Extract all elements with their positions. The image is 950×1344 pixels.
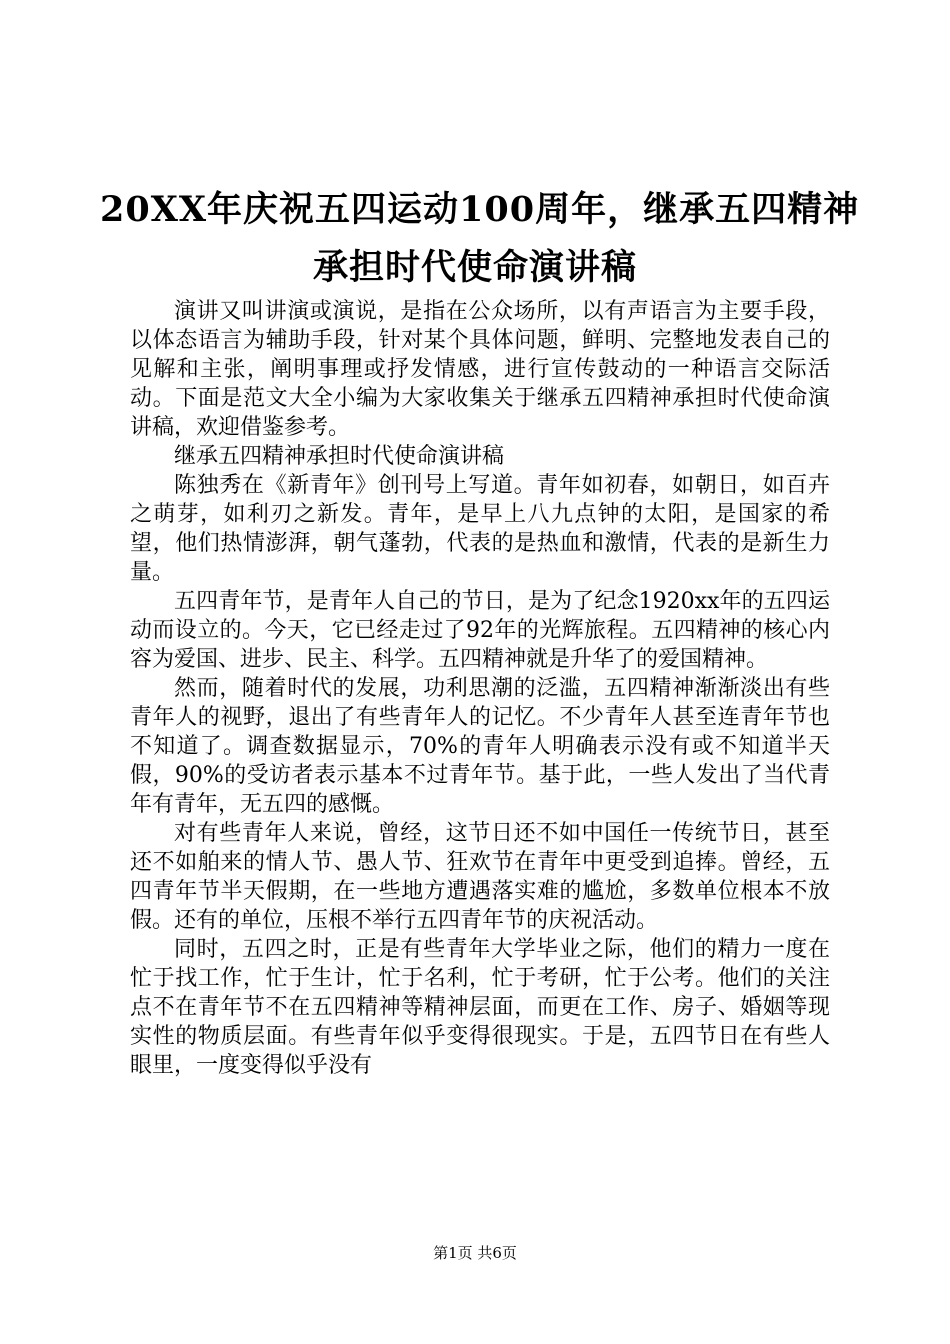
- paragraph-subtitle: 继承五四精神承担时代使命演讲稿: [174, 444, 505, 469]
- paragraph: 对有些青年人来说，曾经，这节日还不如中国任一传统节日，甚至还不如舶来的情人节、愚人节、狂欢节在青年中更受到追捧。曾经，五四青年节半天假期，在一些地方遭遇落实难的尴尬，多数单位根本不放假。还有的单位，压根不举行五四青年节的庆祝活动。: [130, 821, 830, 933]
- paragraph: 然而，随着时代的发展，功利思潮的泛滥，五四精神渐渐淡出有些青年人的视野，退出了有些青年人的记忆。不少青年人甚至连青年节也不知道了。调查数据显示，70%的青年人明确表示没有或不知道半天假，90%的受访者表示基本不过青年节。基于此，一些人发出了当代青年有青年，无五四的感慨。: [130, 676, 830, 817]
- paragraph: 五四青年节，是青年人自己的节日，是为了纪念1920xx年的五四运动而设立的。今天，它已经走过了92年的光辉旅程。五四精神的核心内容为爱国、进步、民主、科学。五四精神就是升华了的爱国精神。: [130, 589, 830, 672]
- document-body: [130, 297, 830, 1080]
- paragraph: 同时，五四之时，正是有些青年大学毕业之际，他们的精力一度在忙于找工作，忙于生计，忙于名利，忙于考研，忙于公考。他们的关注点不在青年节不在五四精神等精神层面，而更在工作、房子、婚姻等现实性的物质层面。有些青年似乎变得很现实。于是，五四节日在有些人眼里，一度变得似乎没有: [130, 937, 830, 1078]
- document-title-line-2: 承担时代使命演讲稿: [312, 247, 637, 288]
- paragraph-intro: 演讲又叫讲演或演说，是指在公众场所，以有声语言为主要手段，以体态语言为辅助手段，针对某个具体问题，鲜明、完整地发表自己的见解和主张，阐明事理或抒发情感，进行宣传鼓动的一种语言交际活动。下面是范文大全小编为大家收集关于继承五四精神承担时代使命演讲稿，欢迎借鉴参考。: [130, 299, 830, 440]
- paragraph: 陈独秀在《新青年》创刊号上写道。青年如初春，如朝日，如百卉之萌芽，如利刃之新发。青年，是早上八九点钟的太阳，是国家的希望，他们热情澎湃，朝气蓬勃，代表的是热血和激情，代表的是新生力量。: [130, 473, 830, 585]
- page-footer: 第1页 共6页: [433, 1244, 517, 1262]
- document-title-line-1: 20XX年庆祝五四运动100周年，继承五四精神: [100, 189, 860, 230]
